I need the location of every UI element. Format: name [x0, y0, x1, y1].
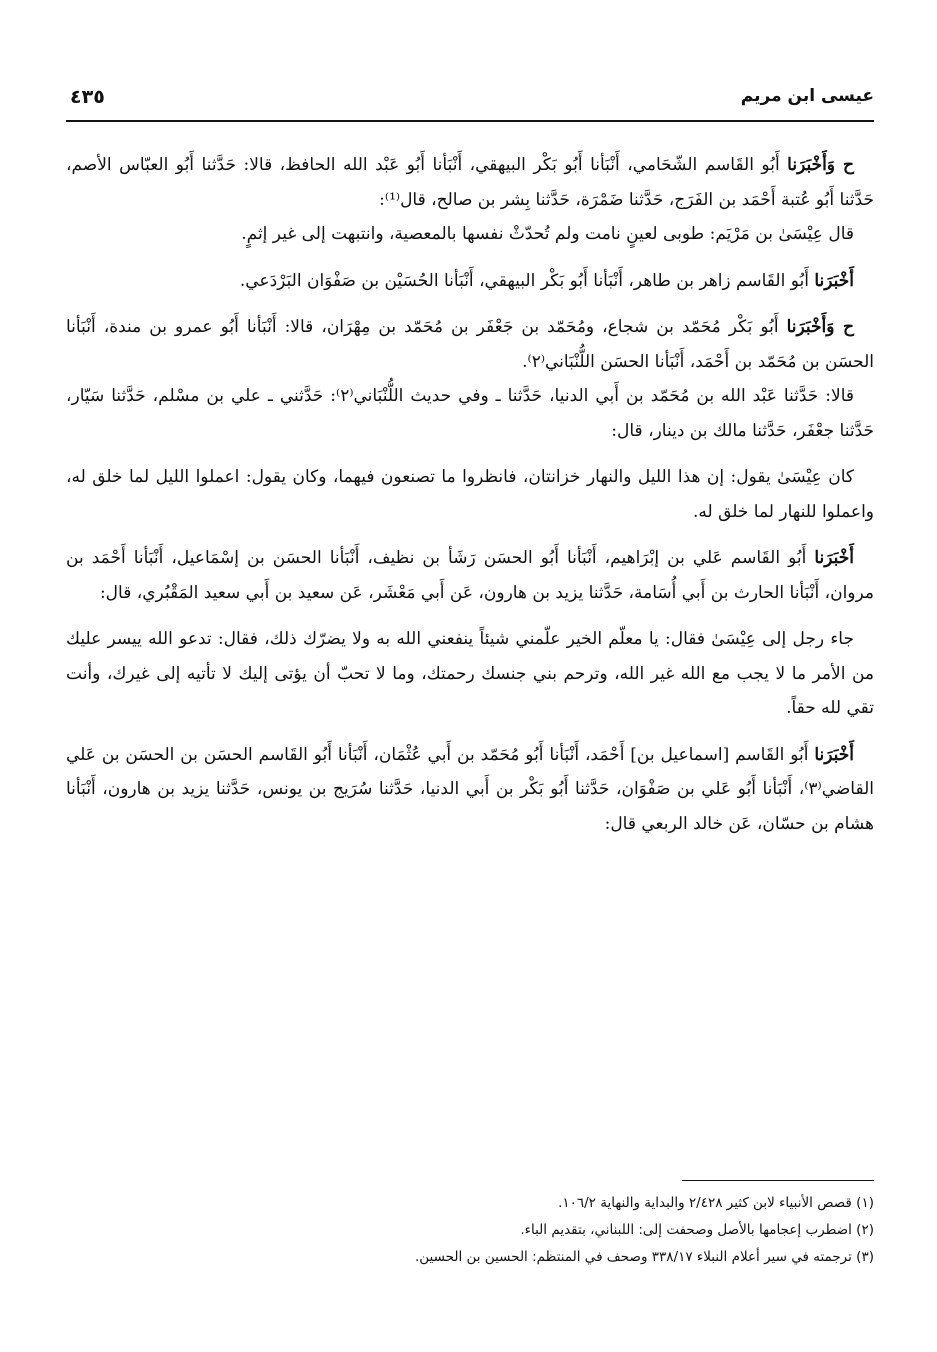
paragraph-lead: ح وَأَخْبَرَنا	[787, 155, 854, 175]
paragraph-text: جاء رجل إلى عِيْسَىٰ فقال: يا معلّم الخير علّمني شيئاً ينفعني الله به ولا يضرّك ذلك، فقال: تدعو الله ييسر عليك من الأمر ما لا يجب مع الله غير الله، وترحم بني جنسك رحمتك، وما لا تحبّ أن يؤتى إليك لا تأتيه إلى غيرك، وأنت تقي لله حقاً.	[66, 629, 874, 718]
footnote-separator	[682, 1180, 874, 1181]
paragraph-text: قال عِيْسَىٰ بن مَرْيَم: طوبى لعينٍ نامت ولم تُحدّثْ نفسها بالمعصية، وانتبهت إلى غير إثمٍ.	[241, 224, 854, 244]
footnotes	[66, 1190, 874, 1271]
paragraph-lead: أَخْبَرَنا	[814, 744, 854, 765]
paragraph-text: أَبُو القَاسم عَلي بن إبْرَاهيم، أَنْبَأنا أَبُو الحسَن رَشَأ بن نظيف، أَنْبَأنا الحسَن بن إسْمَاعيل، أَنْبَأنا أَحْمَد بن مروان، أَنْبَأنا الحارث بن أَبي أُسَامة، حَدَّثنا يزيد بن هارون، عَن أَبي مَعْشَر، عَن سعيد بن أَبي سعيد المَقْبُري، قال:	[66, 548, 874, 603]
paragraph-text: أَبُو القَاسم زاهر بن طاهر، أَنْبَأنا أَبُو بَكْر البيهقي، أَنْبَأنا الحُسَيْن بن صَفْوَان البَرْدَعي.	[239, 270, 815, 291]
paragraph	[66, 541, 874, 610]
footnote: (٢) اضطرب إعجامها بالأصل وصحفت إلى: اللبناني، بتقديم الباء.	[520, 1222, 874, 1238]
paragraph-text: أَبُو القَاسم الشّحَامي، أَنْبَأنا أَبُو بَكْر البيهقي، أَنْبَأنا أَبُو عَبْد الله الحافظ، قالا: حَدَّثنا أَبُو العبّاس الأصم، حَدَّثنا أَبُو عُتبة أَحْمَد بن الفَرَج، حَدَّثنا ضَمْرَة، حَدَّثنا بِشر بن صالح، قال⁽¹⁾:	[66, 155, 874, 210]
paragraph	[66, 622, 874, 726]
header-rule	[66, 120, 874, 122]
footnote: (٣) ترجمته في سير أعلام النبلاء ٣٣٨/١٧ وصحف في المنتظم: الحسين بن الحسين.	[414, 1249, 874, 1265]
paragraph-lead: أَخْبَرَنا	[814, 548, 854, 568]
running-title: عيسى ابن مريم	[740, 86, 874, 106]
paragraph	[66, 217, 874, 252]
paragraph-lead: ح وَأَخْبَرَنا	[786, 317, 854, 337]
page-header	[66, 82, 874, 118]
footnote: (١) قصص الأنبياء لابن كثير ٢/٤٢٨ والبداية والنهاية ١٠٦/٢.	[558, 1195, 874, 1211]
paragraph	[66, 148, 874, 217]
paragraph-text: أَبُو بَكْر مُحَمّد بن شجاع، ومُحَمّد بن جَعْفَر بن مُحَمّد بن مِهْرَان، قالا: أَنْبَأنا أَبُو عمرو بن مندة، أَنْبَأنا الحسَن بن مُحَمّد بن أَحْمَد، أَنْبَأنا الحسَن اللُّنْبَاني⁽٢⁾.	[66, 317, 874, 372]
paragraph	[66, 738, 874, 842]
paragraph-text: كان عِيْسَىٰ يقول: إن هذا الليل والنهار خزانتان، فانظروا ما تصنعون فيهما، وكان يقول: اعملوا الليل لما خلق له، واعملوا للنهار لما خلق له.	[66, 467, 874, 522]
paragraph-text: أَبُو القَاسم [اسماعيل بن] أَحْمَد، أَنْبَأنا أَبُو مُحَمّد بن أَبي عُثْمَان، أَنْبَأنا أَبُو القَاسم الحسَن بن الحسَن بن عَلي القاضي⁽٣⁾، أَنْبَأنا أَبُو عَلي بن صَفْوَان، حَدَّثنا أَبُو بَكْر بن أَبي الدنيا، حَدَّثنا سُرَيج بن يونس، حَدَّثنا يزيد بن هارون، أَنْبَأنا هشام بن حسّان، عَن خالد الربعي قال:	[66, 744, 874, 834]
paragraph-lead: أَخْبَرَنا	[814, 270, 854, 291]
paragraph-text: قالا: حَدَّثنا عَبْد الله بن مُحَمّد بن أَبي الدنيا، حَدَّثنا ـ وفي حديث اللُّنْبَاني⁽٢⁾: حَدَّثني ـ علي بن مسْلم، حَدَّثنا سَيّار، حَدَّثنا جعْفَر، حَدَّثنا مالك بن دينار، قال:	[66, 386, 874, 441]
paragraph	[66, 460, 874, 529]
page-number: ٤٣٥	[70, 86, 105, 108]
paragraph	[66, 264, 874, 299]
book-page	[66, 82, 874, 1312]
paragraph	[66, 379, 874, 448]
page-body	[66, 148, 874, 841]
paragraph	[66, 310, 874, 379]
